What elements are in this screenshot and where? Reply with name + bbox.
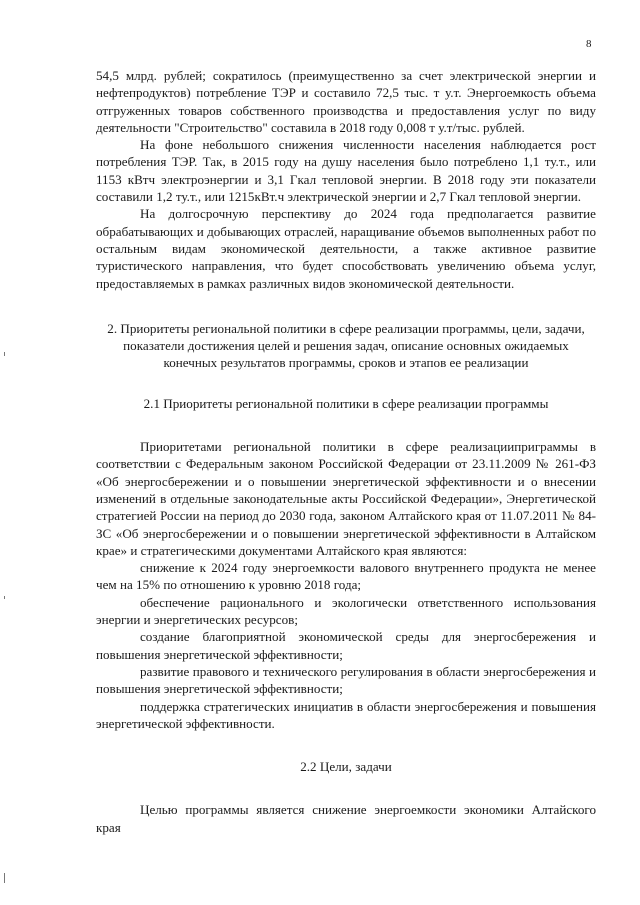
priority-item-1: снижение к 2024 году энергоемкости валового внутреннего продукта не менее чем на 15% по отношению к уровню 2018 года; [96,560,596,593]
priority-item-2: обеспечение рационального и экологически ответственного использования энергии и энергетических ресурсов; [96,594,596,628]
document-body [96,67,596,836]
paragraph-intro-3: На долгосрочную перспективу до 2024 года предполагается развитие обрабатывающих и добывающих отраслей, наращивание объемов выполненных работ по остальным видам экономической деятельности, а также активное развитие туристического направления, что будет способствовать увеличению объема услуг, предоставляемых в рамках различных видов экономической деятельности. [96,206,596,291]
paragraph-intro-2: На фоне небольшого снижения численности населения наблюдается рост потребления ТЭР. Так, в 2015 году на душу населения было потреблено 1,1 ту.т., или 1153 кВтч электроэнергии и 3,1 Гкал тепловой энергии. В 2018 году эти показатели составили 1,2 ту.т., или 1215кВт.ч электрической энергии и 2,7 Гкал тепловой энергии. [96,137,596,205]
scan-margin-mark [4,873,5,883]
priority-item-5: поддержка стратегических инициатив в области энергосбережения и повышения энергетической эффективности. [96,698,596,731]
scan-margin-mark [4,352,5,356]
section-2-1-intro: Приоритетами региональной политики в сфере реализацииприграммы в соответствии с Федеральным законом Российской Федерации от 23.11.2009 № 261-ФЗ «Об энергосбережении и о повышении энергетической эффективности и о внесении изменений в отдельные законодательные акты Российской Федерации», Энергетической стратегией России на период до 2030 года, законом Алтайского края от 11.07.2011 № 84-ЗС «Об энергосбережении и о повышении энергетической эффективности в Алтайском крае» и стратегическими документами Алтайского края являются: [96,439,596,558]
section-2-2-heading: 2.2 Цели, задачи [300,759,392,775]
priority-item-3: создание благоприятной экономической среды для энергосбережения и повышения энергетической эффективности; [96,629,596,662]
section-2-heading: 2. Приоритеты региональной политики в сфере реализации программы, цели, задачи, показатели достижения целей и решения задач, описание основных ожидаемых конечных результатов программы, сроков и этапов ее реализации [107,320,585,371]
section-2-2-text: Целью программы является снижение энергоемкости экономики Алтайского края [96,802,596,835]
section-2-1-heading: 2.1 Приоритеты региональной политики в сфере реализации программы [143,395,549,411]
scan-margin-mark [4,596,5,599]
page-number: 8 [586,38,592,50]
paragraph-intro-1: 54,5 млрд. рублей; сократилось (преимущественно за счет электрической энергии и нефтепродуктов) потребление ТЭР и составило 72,5 тыс. т у.т. Энергоемкость объема отгруженных товаров собственного производства и предоставления услуг по виду деятельности "Строительство" составила в 2018 году 0,008 т у.т/тыс. рублей. [96,68,596,135]
priority-item-4: развитие правового и технического регулирования в области энергосбережения и повышения энергетической эффективности; [96,663,596,697]
